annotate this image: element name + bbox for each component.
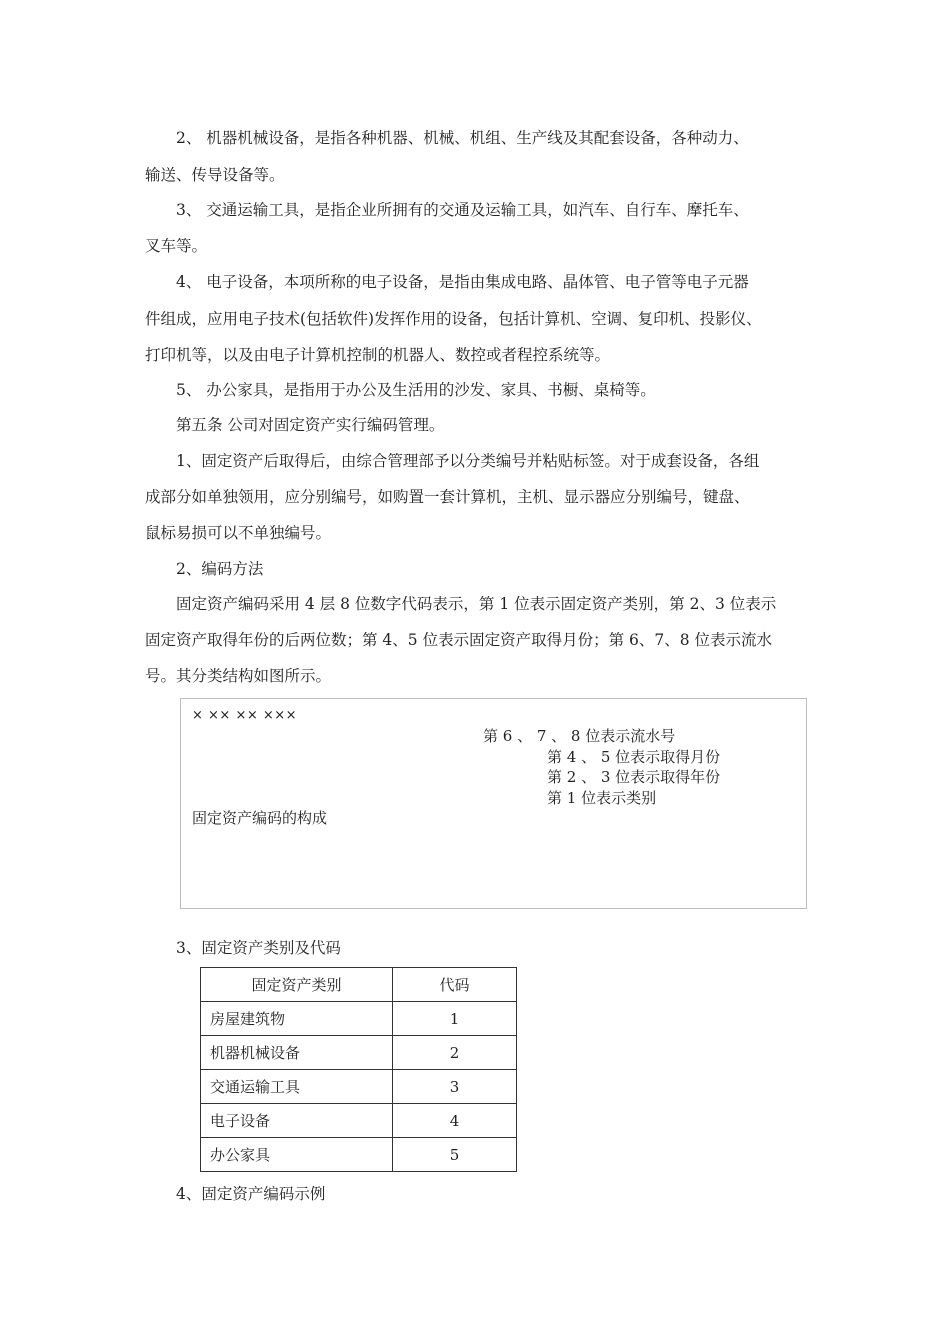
- paragraph-line: 件组成，应用电子技术(包括软件)发挥作用的设备，包括计算机、空调、复印机、投影仪、: [145, 310, 762, 328]
- paragraph-line: 2、 机器机械设备，是指各种机器、机械、机组、生产线及其配套设备，各种动力、: [176, 129, 749, 147]
- table-cell-code: 2: [393, 1036, 517, 1070]
- table-cell-code: 5: [393, 1138, 517, 1172]
- table-cell-category: 电子设备: [201, 1104, 393, 1138]
- table-cell-code: 4: [393, 1104, 517, 1138]
- section-heading: 4、固定资产编码示例: [176, 1185, 326, 1203]
- table-row: [201, 1036, 517, 1070]
- label-category-digit: 第 1 位表示类别: [547, 789, 657, 807]
- paragraph-line: 输送、传导设备等。: [145, 166, 285, 184]
- paragraph-line: 3、 交通运输工具，是指企业所拥有的交通及运输工具，如汽车、自行车、摩托车、: [176, 201, 749, 219]
- table-cell-category: 房屋建筑物: [201, 1002, 393, 1036]
- paragraph-line: 1、固定资产后取得后，由综合管理部予以分类编号并粘贴标签。对于成套设备，各组: [176, 452, 760, 470]
- paragraph-line: 号。其分类结构如图所示。: [145, 667, 332, 685]
- table-cell-category: 办公家具: [201, 1138, 393, 1172]
- paragraph-line: 第五条 公司对固定资产实行编码管理。: [176, 416, 445, 434]
- code-structure-diagram: [180, 698, 807, 909]
- table-row: [201, 1138, 517, 1172]
- table-cell-category: 机器机械设备: [201, 1036, 393, 1070]
- table-cell-category: 交通运输工具: [201, 1070, 393, 1104]
- paragraph-line: 2、编码方法: [176, 560, 264, 578]
- paragraph-line: 成部分如单独领用，应分别编号，如购置一套计算机，主机、显示器应分别编号，键盘、: [145, 488, 750, 506]
- table-row: [201, 1070, 517, 1104]
- label-month-digits: 第 4 、 5 位表示取得月份: [547, 748, 721, 766]
- diagram-caption: 固定资产编码的构成: [192, 809, 328, 827]
- paragraph-line: 5、 办公家具，是指用于办公及生活用的沙发、家具、书橱、桌椅等。: [176, 381, 656, 399]
- paragraph-line: 鼠标易损可以不单独编号。: [145, 524, 332, 542]
- code-pattern: × ×× ×× ×××: [192, 708, 298, 723]
- label-serial-digits: 第 6 、 7 、 8 位表示流水号: [483, 727, 676, 745]
- table-header-cell: 固定资产类别: [201, 968, 393, 1002]
- label-year-digits: 第 2 、 3 位表示取得年份: [547, 768, 721, 786]
- paragraph-line: 固定资产取得年份的后两位数；第 4、5 位表示固定资产取得月份；第 6、7、8 位表示流水: [145, 631, 773, 649]
- table-cell-code: 1: [393, 1002, 517, 1036]
- category-code-table: [200, 967, 517, 1172]
- paragraph-line: 叉车等。: [145, 237, 208, 255]
- table-row: [201, 1104, 517, 1138]
- paragraph-line: 打印机等，以及由电子计算机控制的机器人、数控或者程控系统等。: [145, 346, 611, 364]
- table-header-cell: 代码: [393, 968, 517, 1002]
- table-header-row: [201, 968, 517, 1002]
- section-heading: 3、固定资产类别及代码: [176, 939, 341, 957]
- table-cell-code: 3: [393, 1070, 517, 1104]
- paragraph-line: 4、 电子设备，本项所称的电子设备，是指由集成电路、晶体管、电子管等电子元器: [176, 273, 749, 291]
- table-row: [201, 1002, 517, 1036]
- paragraph-line: 固定资产编码采用 4 层 8 位数字代码表示，第 1 位表示固定资产类别，第 2、3 位表示: [176, 595, 777, 613]
